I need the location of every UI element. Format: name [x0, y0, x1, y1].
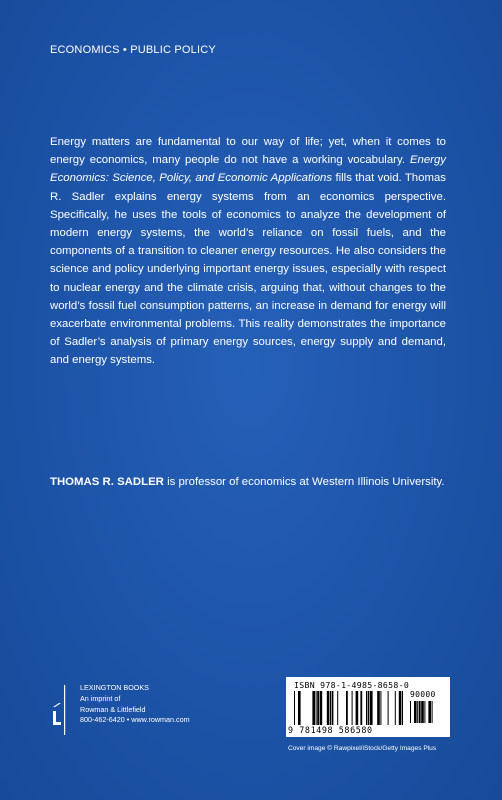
description-body: fills that void. Thomas R. Sadler explains energy systems from an economics perspective. Specifically, he uses the tools of economics to analyze the development of modern energy systems, the world’s reliance on fossil fuels, and the components of a transition to cleaner energy resources. He also considers the science and policy underlying important energy issues, especially with respect to nuclear energy and the climate crisis, arguing that, without changes to the world’s fossil fuel consumption patterns, an increase in demand for energy will exacerbate environmental problems. This reality demonstrates the importance of Sadler’s analysis of primary energy sources, energy supply and demand, and energy systems.: [50, 172, 446, 367]
cover-image-credit: Cover image © Rawpixel/iStock/Getty Images Plus: [288, 745, 437, 752]
author-name: THOMAS R. SADLER: [50, 476, 164, 488]
publisher-name: LEXINGTON BOOKS: [80, 683, 149, 692]
category-label: ECONOMICS • PUBLIC POLICY: [50, 44, 216, 56]
barcode-bars: [294, 691, 406, 725]
publisher-logo-icon: [50, 685, 74, 735]
isbn-barcode: [286, 677, 450, 737]
book-description: [50, 133, 446, 370]
publisher-block: [50, 683, 190, 735]
publisher-imprint-line2: Rowman & Littlefield: [80, 704, 146, 714]
book-title: Energy Economics: Science, Policy, and Economic Applications: [50, 154, 446, 185]
author-bio: [50, 474, 470, 490]
isbn-text: ISBN 978-1-4985-8658-0: [294, 680, 410, 690]
price-code: 90000: [410, 690, 436, 699]
publisher-imprint-line1: An imprint of: [80, 693, 121, 703]
price-barcode-bars: [410, 701, 442, 723]
author-bio-text: is professor of economics at Western Illinois University.: [163, 476, 445, 488]
ean-number: 9 781498 586580: [288, 725, 373, 735]
description-intro: Energy matters are fundamental to our way of life; yet, when it comes to energy economics, many people do not have a working vocabulary.: [50, 136, 446, 167]
publisher-contact: 800-462-6420 • www.rowman.com: [80, 715, 190, 725]
